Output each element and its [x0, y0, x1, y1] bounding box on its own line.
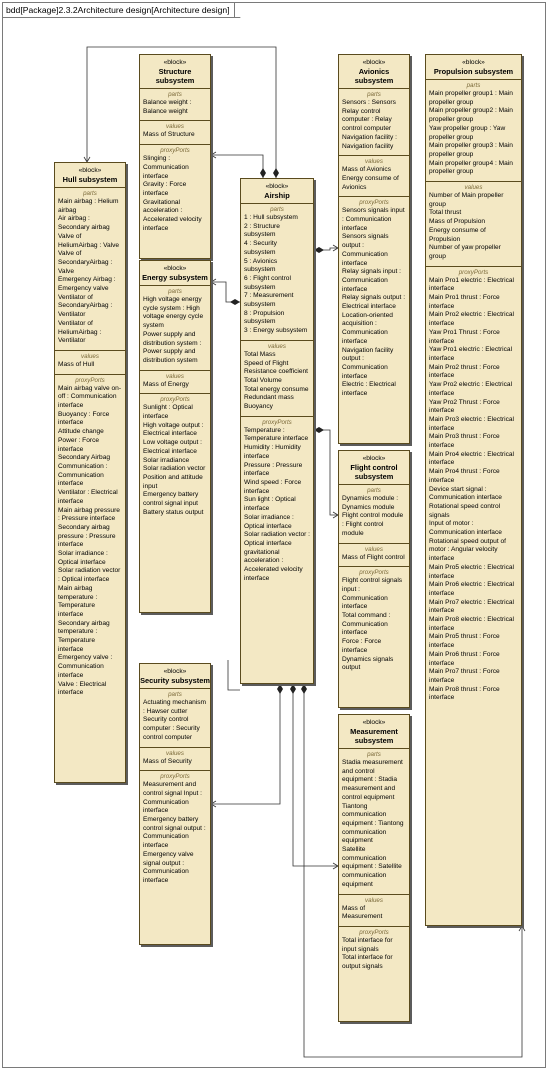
proxy-port-item: Main Pro7 thrust : Force interface: [429, 668, 500, 684]
proxy-port-item: Main airbag temperature : Temperature interface: [58, 584, 98, 618]
part-item: Dynamics module : Dynamics module: [342, 495, 399, 511]
proxy-port-item: Main Pro8 thrust : Force interface: [429, 685, 500, 702]
proxy-port-item: Main Pro2 thrust : Force interface: [429, 363, 500, 380]
proxy-port-item: Solar irradiance : Optical interface: [58, 550, 108, 566]
value-item: Energy consume of Avionics: [342, 174, 399, 191]
proxy-port-item: Humidity : Humidity interface: [244, 444, 301, 460]
proxy-port-item: Total interface for input signals: [342, 936, 393, 953]
compartment-label: values: [365, 158, 383, 166]
proxy-port-item: Main Pro2 electric : Electrical interface: [429, 311, 515, 328]
compartment-values: [140, 371, 210, 395]
block-name: Structure subsystem: [155, 67, 195, 85]
compartment-proxyports: [339, 567, 409, 677]
proxy-port-item: Emergency valve : Communication interface: [58, 654, 113, 679]
proxy-port-item: Yaw Pro2 Thrust : Force interface: [429, 398, 500, 415]
diamond-measurement: [290, 684, 296, 694]
compartment-values: [241, 341, 313, 417]
link-airship-security: [211, 684, 280, 804]
proxy-port-item: Yaw Pro2 electric : Electrical interface: [429, 381, 513, 397]
proxy-port-item: Sunlight : Optical interface: [143, 404, 193, 421]
part-item: Power supply and distribution system : Power supply and distribution system: [143, 330, 202, 364]
proxy-port-item: Main Pro1 electric : Electrical interface: [429, 276, 515, 293]
part-item: Main propeller group3 : Main propeller group: [429, 142, 513, 158]
proxy-port-item: Input of motor : Communication interface: [429, 520, 502, 537]
proxy-port-item: Main airbag valve on-off : Communication interface: [58, 384, 122, 410]
compartment-label: parts: [270, 206, 284, 213]
block-name: Hull subsystem: [62, 175, 118, 184]
proxy-port-item: Yaw Pro1 electric : Electrical interface: [429, 346, 513, 362]
proxy-port-item: Wind speed : Force interface: [244, 478, 302, 495]
value-item: Mass of Propulsion: [429, 218, 486, 226]
compartment-proxyports: [140, 771, 210, 889]
compartment-label: proxyPorts: [160, 147, 190, 155]
proxy-port-item: Gravitational acceleration : Accelerated velocity interface: [143, 198, 202, 232]
part-item: 2 : Structure subsystem: [244, 222, 280, 239]
part-item: 6 : Flight control subsystem: [244, 274, 291, 291]
compartment-parts: [55, 188, 125, 351]
compartment-values: [140, 121, 210, 145]
diamond-energy: [230, 299, 240, 305]
part-item: 4 : Security subsystem: [244, 240, 277, 256]
proxy-port-item: Relay signals input : Communication interface: [342, 268, 402, 293]
proxy-port-item: Rotational speed output of motor : Angular velocity interface: [429, 537, 506, 563]
proxy-port-item: Main Pro6 thrust : Force interface: [429, 650, 500, 667]
block-stereotype: «block»: [362, 59, 386, 66]
part-item: Valve of SecondaryAirbag : Valve: [58, 250, 113, 275]
compartment-label: proxyPorts: [262, 418, 292, 426]
proxy-port-item: Total interface for output signals: [342, 954, 393, 971]
compartment-label: values: [268, 342, 286, 350]
compartment-label: parts: [83, 190, 97, 197]
part-item: Stadia measurement and control equipment : Stadia measurement and control equipment: [342, 759, 403, 801]
block-name: Measurement subsystem: [350, 727, 398, 745]
compartment-parts: [426, 80, 521, 182]
compartment-label: proxyPorts: [160, 773, 190, 781]
proxy-port-item: Ventilator : Electrical interface: [58, 489, 118, 505]
block-name: Security subsystem: [140, 676, 210, 685]
block-structure-subsystem[interactable]: [139, 54, 211, 259]
compartment-label: proxyPorts: [359, 928, 389, 936]
part-item: Main propeller group2 : Main propeller group: [429, 107, 513, 124]
block-stereotype: «block»: [462, 59, 485, 66]
proxy-port-item: Main Pro4 thrust : Force interface: [429, 468, 500, 484]
diamond-flight: [314, 427, 324, 433]
block-airship[interactable]: [240, 178, 314, 684]
part-item: Security control computer : Security control computer: [143, 716, 200, 741]
block-name: Airship: [264, 191, 290, 200]
compartment-values: [140, 748, 210, 772]
value-item: Mass of Measurement: [342, 904, 383, 921]
compartment-parts: [241, 204, 313, 341]
block-header: [55, 163, 125, 188]
compartment-proxyports: [241, 417, 313, 588]
part-item: Main propeller group1 : Main propeller group: [429, 90, 513, 106]
proxy-port-item: Main Pro6 electric : Electrical interface: [429, 581, 515, 597]
compartment-label: values: [166, 749, 184, 757]
block-stereotype: «block»: [78, 167, 102, 174]
value-item: Redundant mass: [244, 394, 294, 402]
diamond-propulsion: [301, 684, 307, 694]
diamond-security: [277, 684, 283, 694]
block-name: Flight control subsystem: [350, 463, 398, 481]
compartment-label: parts: [367, 487, 381, 494]
value-item: Total thrust: [429, 209, 462, 217]
proxy-port-item: Main Pro5 thrust : Force interface: [429, 633, 500, 650]
compartment-parts: [140, 89, 210, 121]
value-item: Energy consume of Propulsion: [429, 226, 486, 243]
part-item: Flight control module : Flight control module: [342, 512, 404, 537]
compartment-parts: [339, 749, 409, 895]
compartment-proxyports: [426, 267, 521, 707]
value-item: Number of Main propeller group: [429, 192, 504, 208]
compartment-label: proxyPorts: [160, 396, 190, 404]
value-item: Total Volume: [244, 376, 282, 384]
proxy-port-item: Secondary airbag temperature : Temperature interface: [58, 619, 110, 653]
part-item: Ventilator of SecondaryAirbag : Ventilator: [58, 293, 113, 319]
proxy-port-item: Measurement and control signal Input : Communication interface: [143, 781, 203, 815]
proxy-port-item: Buoyancy : Force interface: [58, 410, 110, 427]
compartment-values: [426, 182, 521, 267]
block-header: [426, 55, 521, 80]
value-item: Buoyancy: [244, 403, 273, 411]
block-stereotype: «block»: [163, 59, 187, 66]
compartment-values: [339, 895, 409, 927]
proxy-port-item: Low voltage output : Electrical interface: [143, 439, 203, 455]
part-item: Relay control computer : Relay control computer: [342, 107, 392, 133]
part-item: High voltage energy cycle system : High voltage energy cycle system: [143, 296, 204, 330]
part-item: Main airbag : Helium airbag: [58, 198, 119, 214]
compartment-label: proxyPorts: [359, 569, 389, 577]
block-header: [140, 55, 210, 89]
block-header: [241, 179, 313, 204]
compartment-parts: [140, 286, 210, 371]
link-airship-hull-lower: [228, 660, 240, 690]
part-item: Air airbag : Secondary airbag: [58, 215, 110, 232]
compartment-label: parts: [367, 91, 381, 98]
value-item: Speed of Flight: [244, 359, 289, 367]
part-item: Yaw propeller group : Yaw propeller group: [429, 124, 506, 141]
link-airship-measurement: [293, 684, 338, 866]
proxy-port-item: Main Pro7 electric : Electrical interface: [429, 598, 515, 615]
proxy-port-item: Solar radiation vector: [143, 465, 206, 473]
diamond-structure: [260, 168, 266, 178]
proxy-port-item: Rotational speed control signals: [429, 502, 501, 519]
compartment-values: [55, 351, 125, 375]
compartment-label: parts: [168, 691, 182, 698]
proxy-port-item: Temperature : Temperature interface: [244, 426, 309, 443]
compartment-proxyports: [339, 927, 409, 976]
block-security-subsystem[interactable]: [139, 663, 211, 945]
compartment-label: values: [464, 184, 483, 192]
block-energy-subsystem[interactable]: [139, 260, 211, 613]
value-item: Mass of Security: [143, 757, 192, 765]
proxy-port-item: Emergency battery control signal output : Communication interface: [143, 816, 206, 850]
block-header: [339, 715, 409, 749]
proxy-port-item: Secondary airbag pressure : Pressure interface: [58, 523, 116, 549]
block-stereotype: «block»: [163, 668, 187, 675]
compartment-proxyports: [55, 375, 125, 702]
proxy-port-item: Slinging : Communication interface: [143, 155, 189, 180]
part-item: Balance weight : Balance weight: [143, 99, 192, 115]
proxy-port-item: Emergency battery control signal input: [143, 491, 199, 508]
part-item: Main propeller group4 : Main propeller group: [429, 159, 513, 176]
link-airship-flight: [314, 430, 338, 515]
proxy-port-item: Main Pro8 electric : Electrical interface: [429, 616, 515, 632]
proxy-port-item: Solar radiation vector : Optical interface: [244, 531, 310, 547]
part-item: 5 : Avionics subsystem: [244, 257, 278, 274]
compartment-parts: [140, 689, 210, 748]
proxy-port-item: Location-oriented acquisition : Communication interface: [342, 311, 393, 345]
block-header: [339, 451, 409, 485]
proxy-port-item: Main Pro3 thrust : Force interface: [429, 433, 500, 450]
proxy-port-item: gravitational acceleration : Accelerated velocity interface: [244, 548, 303, 582]
proxy-port-item: Electric : Electrical interface: [342, 381, 396, 398]
proxy-port-item: Solar irradiance : Optical interface: [244, 513, 294, 530]
compartment-values: [339, 544, 409, 568]
block-header: [339, 55, 409, 89]
compartment-label: parts: [168, 288, 182, 295]
block-stereotype: «block»: [362, 719, 386, 726]
compartment-parts: [339, 89, 409, 156]
value-item: Mass of Energy: [143, 380, 189, 388]
part-item: Actuating mechanism : Hawser cutter: [143, 699, 207, 715]
proxy-port-item: Emergency valve signal output : Communication interface: [143, 850, 194, 884]
proxy-port-item: Device start signal : Communication interface: [429, 485, 502, 502]
block-flight-control-subsystem[interactable]: [338, 450, 410, 708]
proxy-port-item: Force : Force interface: [342, 638, 382, 654]
block-propulsion-subsystem[interactable]: [425, 54, 522, 926]
compartment-values: [339, 156, 409, 197]
block-stereotype: «block»: [265, 183, 289, 190]
block-name: Energy subsystem: [142, 273, 208, 282]
compartment-proxyports: [339, 197, 409, 402]
proxy-port-item: Navigation facility output : Communication interface: [342, 346, 394, 380]
compartment-label: proxyPorts: [458, 268, 489, 276]
compartment-label: parts: [367, 751, 381, 758]
proxy-port-item: Flight control signals input : Communication interface: [342, 577, 403, 611]
compartment-label: values: [166, 372, 184, 380]
compartment-label: values: [365, 896, 383, 904]
part-item: 3 : Energy subsystem: [244, 327, 308, 335]
proxy-port-item: Valve : Electrical interface: [58, 680, 107, 697]
proxy-port-item: Main Pro4 electric : Electrical interface: [429, 450, 515, 467]
block-hull-subsystem[interactable]: [54, 162, 126, 783]
block-stereotype: «block»: [362, 455, 386, 462]
proxy-port-item: High voltage output : Electrical interface: [143, 421, 204, 438]
compartment-label: values: [365, 545, 383, 553]
part-item: 8 : Propulsion subsystem: [244, 309, 285, 326]
proxy-port-item: Attitude change Power : Force interface: [58, 428, 104, 453]
proxy-port-item: Main Pro5 electric : Electrical interface: [429, 563, 515, 580]
value-item: Mass of Flight control: [342, 553, 405, 561]
block-avionics-subsystem[interactable]: [338, 54, 410, 444]
compartment-label: values: [166, 123, 184, 131]
proxy-port-item: Sun light : Optical interface: [244, 496, 296, 513]
part-item: Ventilator of HeliumAirbag : Ventilator: [58, 319, 102, 345]
value-item: Total energy consume: [244, 385, 309, 393]
compartment-label: proxyPorts: [359, 199, 389, 207]
compartment-label: parts: [466, 82, 481, 89]
diamond-avionics: [314, 247, 324, 253]
block-name: Propulsion subsystem: [433, 67, 514, 76]
proxy-port-item: Sensors signals input : Communication interface: [342, 207, 405, 232]
proxy-port-item: Pressure : Pressure interface: [244, 461, 303, 478]
proxy-port-item: Battery status output: [143, 508, 204, 516]
compartment-proxyports: [140, 394, 210, 521]
value-item: Mass of Structure: [143, 131, 195, 139]
diamond-hull: [273, 168, 279, 178]
block-name: Avionics subsystem: [354, 67, 394, 85]
compartment-parts: [339, 485, 409, 544]
proxy-port-item: Solar irradiance: [143, 456, 190, 464]
proxy-port-item: Relay signals output : Electrical interface: [342, 294, 406, 311]
frame-title: bdd[Package]2.3.2Architecture design[Architecture design]: [3, 3, 235, 18]
part-item: 1 : Hull subsystem: [244, 214, 298, 221]
part-item: Sensors : Sensors: [342, 99, 396, 106]
block-header: [140, 261, 210, 286]
part-item: Satellite communication equipment : Satellite communication equipment: [342, 846, 402, 888]
block-measurement-subsystem[interactable]: [338, 714, 410, 1022]
proxy-port-item: Main Pro3 electric : Electrical interface: [429, 415, 515, 432]
value-item: Mass of Avionics: [342, 166, 391, 174]
proxy-port-item: Gravity : Force interface: [143, 181, 187, 197]
part-item: Tiantong communication equipment : Tiantong communication equipment: [342, 802, 404, 845]
proxy-port-item: Main Pro1 thrust : Force interface: [429, 294, 500, 310]
proxy-port-item: Total command : Communication interface: [342, 612, 391, 637]
proxy-port-item: Position and attitude input: [143, 473, 203, 490]
link-airship-structure: [211, 155, 263, 178]
compartment-label: parts: [168, 91, 182, 98]
proxy-port-item: Sensors signals output : Communication interface: [342, 233, 389, 267]
value-item: Resistance coefficient: [244, 368, 309, 376]
block-stereotype: «block»: [163, 265, 187, 272]
part-item: 7 : Measurement subsystem: [244, 292, 294, 309]
value-item: Total Mass: [244, 350, 276, 358]
value-item: Number of yaw propeller group: [429, 244, 501, 260]
block-header: [140, 664, 210, 689]
compartment-label: values: [81, 352, 99, 360]
part-item: Navigation facility : Navigation facility: [342, 133, 397, 150]
value-item: Mass of Hull: [58, 360, 95, 368]
proxy-port-item: Secondary Airbag Communication : Communication interface: [58, 454, 111, 488]
proxy-port-item: Dynamics signals output: [342, 655, 394, 672]
proxy-port-item: Solar radiation vector : Optical interface: [58, 567, 121, 584]
proxy-port-item: Yaw Pro1 Thrust : Force interface: [429, 328, 500, 345]
proxy-port-item: Main airbag pressure : Pressure interface: [58, 506, 120, 523]
part-item: Valve of HeliumAirbag : Valve: [58, 232, 120, 249]
compartment-proxyports: [140, 145, 210, 237]
part-item: Emergency Airbag : Emergency valve: [58, 276, 116, 293]
compartment-label: proxyPorts: [75, 376, 105, 384]
